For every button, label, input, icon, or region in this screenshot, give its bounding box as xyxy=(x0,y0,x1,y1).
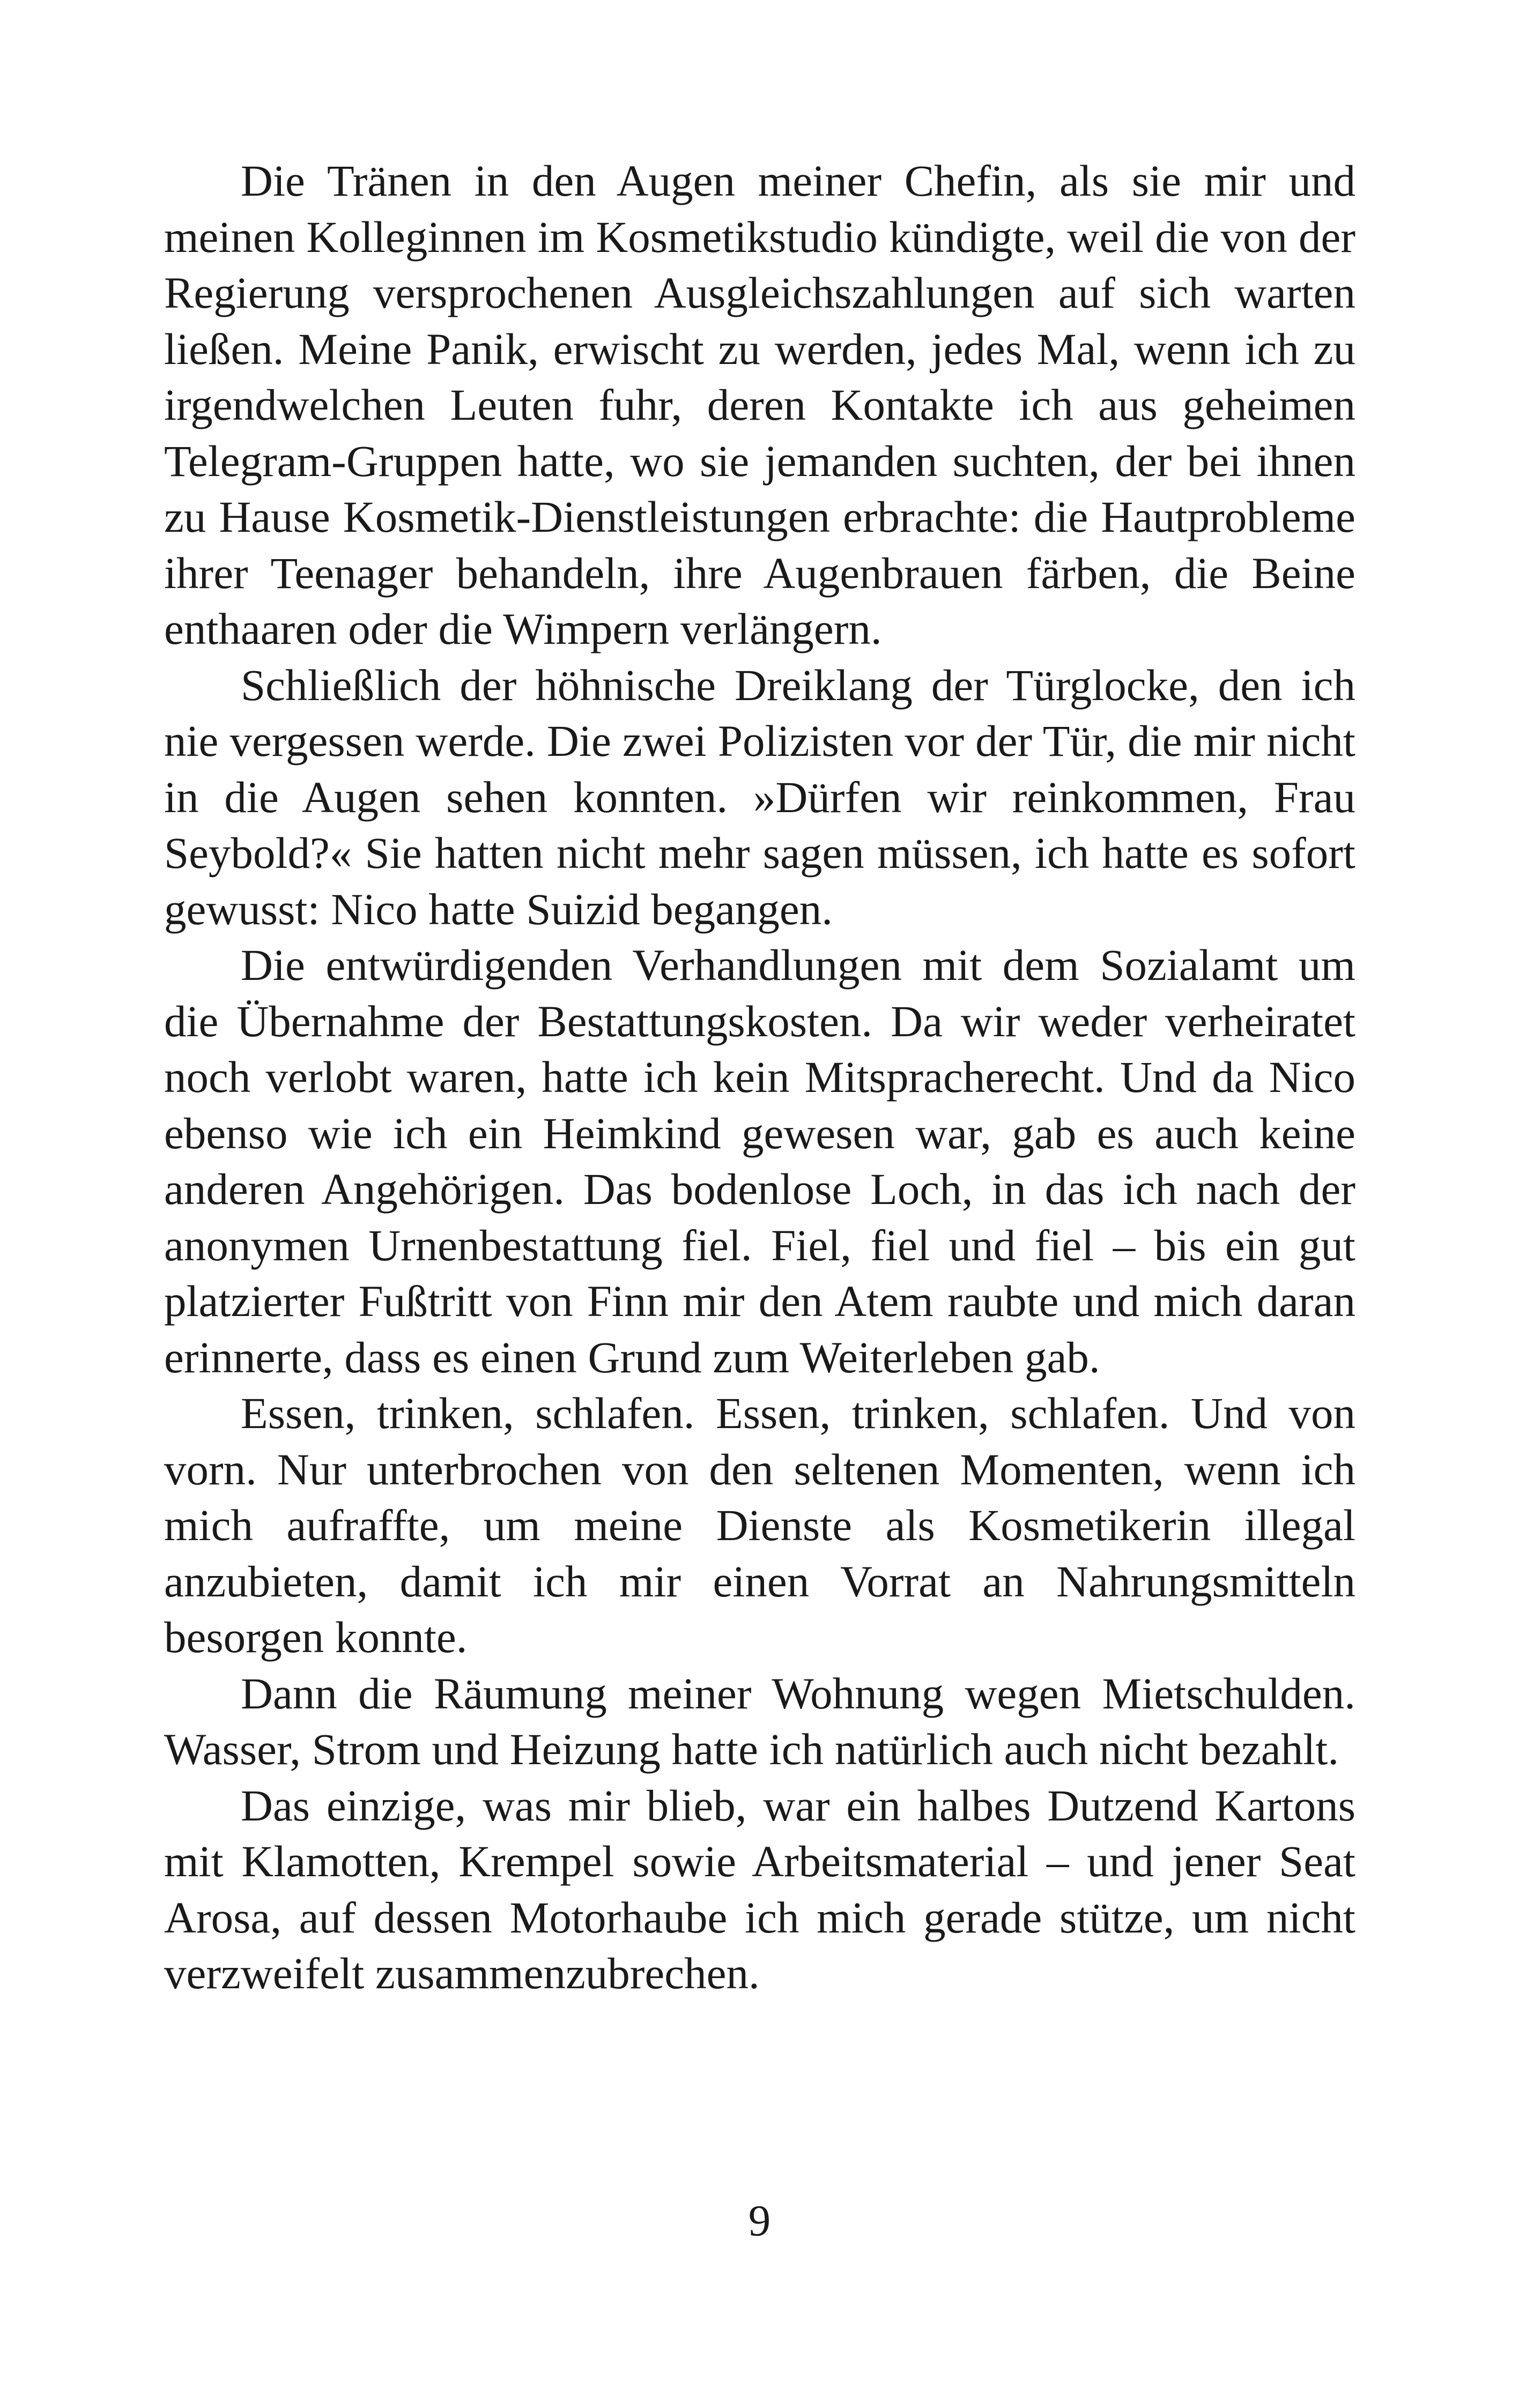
paragraph-1: Die Tränen in den Augen meiner Chefin, als sie mir und meinen Kolleginnen im Kosmetikstudio kündigte, weil die von der Regierung versprochenen Ausgleichszahlungen auf sich warten ließen. Meine Panik, erwischt zu werden, jedes Mal, wenn ich zu irgendwelchen Leuten fuhr, deren Kontakte ich aus geheimen Telegram-Gruppen hatte, wo sie jemanden suchten, der bei ihnen zu Hause Kosmetik-Dienstleistungen erbrachte: die Hautprobleme ihrer Teenager behandeln, ihre Augenbrauen färben, die Beine enthaaren oder die Wimpern verlängern. xyxy=(164,156,1355,653)
body-text xyxy=(164,153,1355,2002)
paragraph-4: Essen, trinken, schlafen. Essen, trinken, schlafen. Und von vorn. Nur unterbrochen von den seltenen Momenten, wenn ich mich aufraffte, um meine Dienste als Kosmetikerin illegal anzubieten, damit ich mir einen Vorrat an Nahrungsmitteln besorgen konnte. xyxy=(164,1388,1355,1662)
paragraph-3: Die entwürdigenden Verhandlungen mit dem Sozialamt um die Übernahme der Bestattungskosten. Da wir weder verheiratet noch verlobt waren, hatte ich kein Mitspracherecht. Und da Nico ebenso wie ich ein Heimkind gewesen war, gab es auch keine anderen Angehörigen. Das bodenlose Loch, in das ich nach der anonymen Urnenbestattung fiel. Fiel, fiel und fiel – bis ein gut platzierter Fußtritt von Finn mir den Atem raubte und mich daran erinnerte, dass es einen Grund zum Weiterleben gab. xyxy=(164,940,1355,1382)
paragraph-5: Dann die Räumung meiner Wohnung wegen Mietschulden. Wasser, Strom und Heizung hatte ich natürlich auch nicht bezahlt. xyxy=(164,1668,1355,1774)
paragraph-6: Das einzige, was mir blieb, war ein halbes Dutzend Kartons mit Klamotten, Krempel sowie Arbeitsmaterial – und jener Seat Arosa, auf dessen Motorhaube ich mich gerade stütze, um nicht verzweifelt zusammenzubrechen. xyxy=(164,1780,1355,1998)
page-number: 9 xyxy=(748,2196,771,2245)
paragraph-2: Schließlich der höhnische Dreiklang der Türglocke, den ich nie vergessen werde. Die zwei Polizisten vor der Tür, die mir nicht in die Augen sehen konnten. »Dürfen wir reinkommen, Frau Seybold?« Sie hatten nicht mehr sagen müssen, ich hatte es sofort gewusst: Nico hatte Suizid begangen. xyxy=(164,660,1355,934)
